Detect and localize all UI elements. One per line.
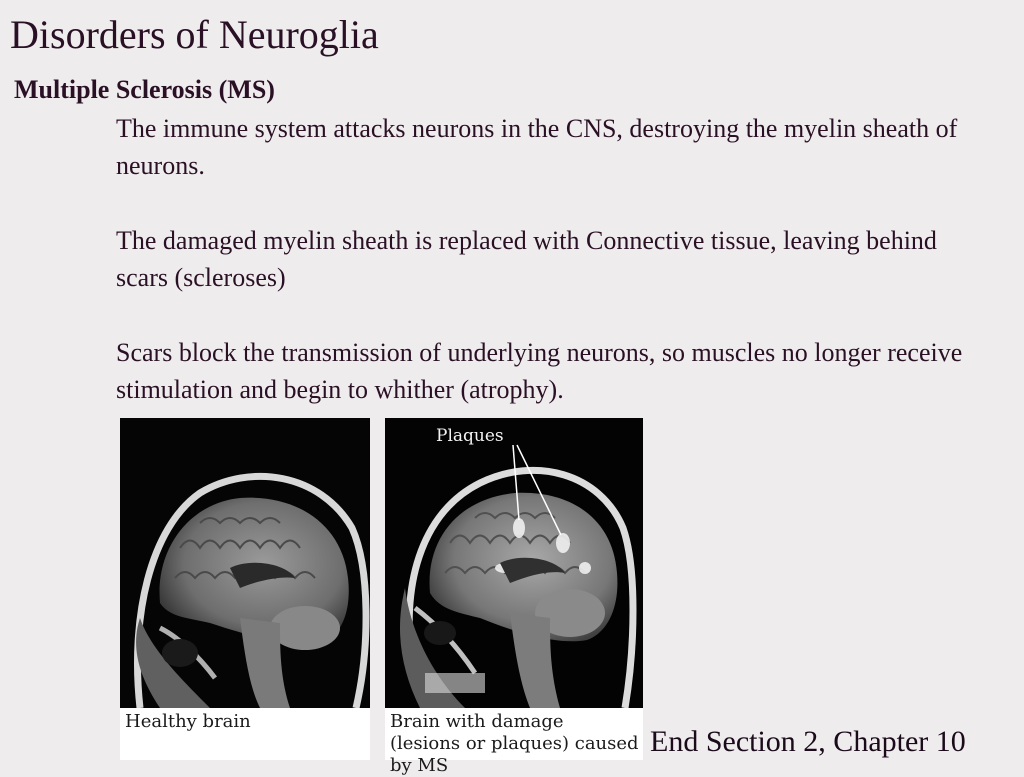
healthy-brain-mri-image [120, 418, 370, 708]
paragraph-immune: The immune system attacks neurons in the CNS, destroying the myelin sheath of neurons. [116, 114, 958, 180]
ms-brain-caption: Brain with damage (lesions or plaques) caused by MS [385, 708, 643, 760]
healthy-brain-caption: Healthy brain [120, 708, 370, 760]
slide-subtitle: Multiple Sclerosis (MS) [14, 75, 275, 104]
paragraph-scars: Scars block the transmission of underlying neurons, so muscles no longer receive stimulation and begin to whither (atrophy). [116, 338, 963, 404]
ms-brain-mri-image [385, 418, 643, 708]
paragraph-myelin: The damaged myelin sheath is replaced with Connective tissue, leaving behind scars (scleroses) [116, 226, 937, 292]
slide-title: Disorders of Neuroglia [10, 12, 379, 57]
body-text [116, 110, 976, 446]
plaques-label: Plaques [436, 426, 504, 446]
section-footer: End Section 2, Chapter 10 [650, 725, 966, 758]
